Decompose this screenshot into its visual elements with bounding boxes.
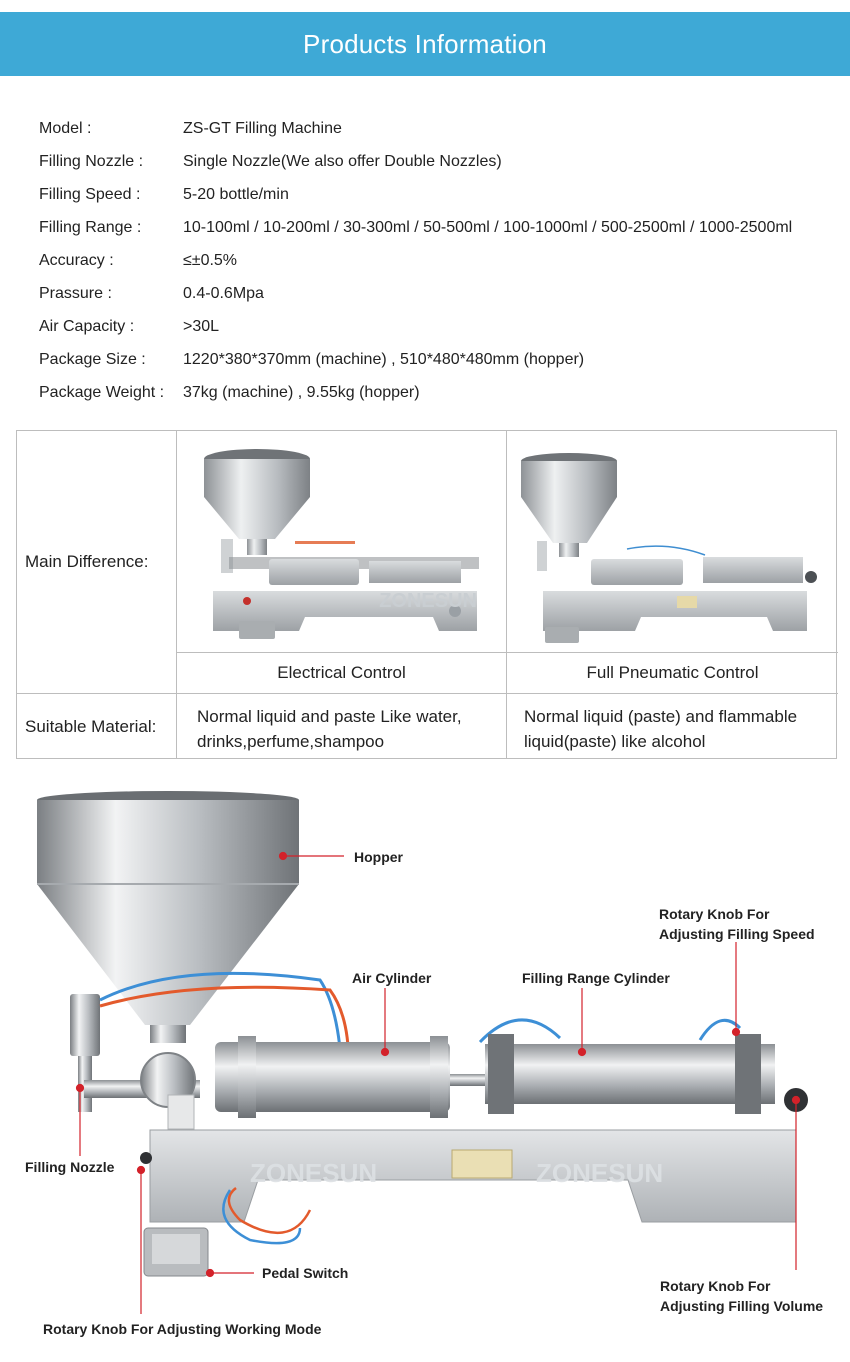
- spec-label: Filling Speed :: [39, 185, 141, 203]
- banner-title: Products Information: [303, 29, 547, 59]
- spec-row: [39, 178, 792, 211]
- machine-diagram: [0, 780, 850, 1362]
- callout-volume-knob-line2: Adjusting Filling Volume: [660, 1298, 824, 1314]
- pneumatic-control-title: Full Pneumatic Control: [586, 663, 759, 682]
- suitable-material-label: Suitable Material:: [25, 716, 157, 736]
- spec-row: [39, 211, 792, 244]
- spec-value: 10-100ml / 10-200ml / 30-300ml / 50-500ml / 100-1000ml / 500-2500ml / 1000-2500ml: [183, 218, 793, 236]
- spec-label: Accuracy :: [39, 251, 114, 269]
- spec-row: [39, 343, 792, 376]
- callout-volume-knob-line1: Rotary Knob For: [660, 1278, 771, 1294]
- electrical-control-title-cell: [177, 653, 507, 694]
- spec-list: [39, 112, 792, 409]
- pneumatic-control-title-cell: [507, 653, 838, 694]
- spec-row: [39, 244, 792, 277]
- main-difference-label-cell: [17, 431, 177, 694]
- pneumatic-material-cell: [507, 694, 838, 759]
- spec-label: Prassure :: [39, 284, 112, 302]
- electrical-control-title: Electrical Control: [277, 663, 406, 682]
- spec-value: 37kg (machine) , 9.55kg (hopper): [183, 383, 420, 401]
- spec-value: >30L: [183, 317, 220, 335]
- callout-speed-knob: [659, 904, 815, 944]
- callout-hopper: Hopper: [354, 849, 403, 865]
- spec-row: [39, 277, 792, 310]
- spec-row: [39, 310, 792, 343]
- electrical-machine-illustration: [177, 431, 506, 652]
- spec-label: Package Weight :: [39, 383, 165, 401]
- spec-value: Single Nozzle(We also offer Double Nozzles): [183, 152, 502, 170]
- main-difference-label: Main Difference:: [25, 552, 149, 571]
- spec-value: ≤±0.5%: [183, 251, 238, 269]
- callout-filling-nozzle: Filling Nozzle: [25, 1159, 115, 1175]
- spec-label: Model :: [39, 119, 92, 137]
- suitable-material-label-cell: [17, 694, 177, 759]
- page-banner: [0, 12, 850, 76]
- pneumatic-material-text: Normal liquid (paste) and flammable liquid(paste) like alcohol: [524, 707, 798, 751]
- pneumatic-machine-illustration: [507, 431, 837, 652]
- callout-speed-knob-line2: Adjusting Filling Speed: [659, 926, 815, 942]
- pneumatic-machine-image: [507, 431, 838, 653]
- electrical-material-cell: [177, 694, 507, 759]
- spec-label: Filling Range :: [39, 218, 142, 236]
- spec-label: Filling Nozzle :: [39, 152, 144, 170]
- callout-volume-knob: [660, 1276, 823, 1316]
- spec-label: Air Capacity :: [39, 317, 135, 335]
- diagram-watermark-2: ZONESUN: [536, 1158, 664, 1188]
- spec-value: 5-20 bottle/min: [183, 185, 289, 203]
- spec-value: 0.4-0.6Mpa: [183, 284, 264, 302]
- spec-row: [39, 112, 792, 145]
- spec-label: Package Size :: [39, 350, 146, 368]
- watermark-text: ZONESUN: [379, 590, 477, 612]
- spec-value: ZS-GT Filling Machine: [183, 119, 342, 137]
- callout-pedal-switch: Pedal Switch: [262, 1265, 349, 1281]
- spec-value: 1220*380*370mm (machine) , 510*480*480mm (hopper): [183, 350, 585, 368]
- callout-working-mode-knob: Rotary Knob For Adjusting Working Mode: [43, 1321, 322, 1337]
- callout-air-cylinder: Air Cylinder: [352, 970, 432, 986]
- spec-row: [39, 145, 792, 178]
- diagram-watermark-1: ZONESUN: [250, 1158, 378, 1188]
- electrical-machine-image: [177, 431, 507, 653]
- callout-filling-range-cylinder: Filling Range Cylinder: [522, 970, 670, 986]
- comparison-table: [16, 430, 837, 759]
- spec-row: [39, 376, 792, 409]
- electrical-material-text: Normal liquid and paste Like water, drinks,perfume,shampoo: [197, 707, 462, 751]
- callout-speed-knob-line1: Rotary Knob For: [659, 906, 770, 922]
- machine-illustration: [0, 780, 850, 1362]
